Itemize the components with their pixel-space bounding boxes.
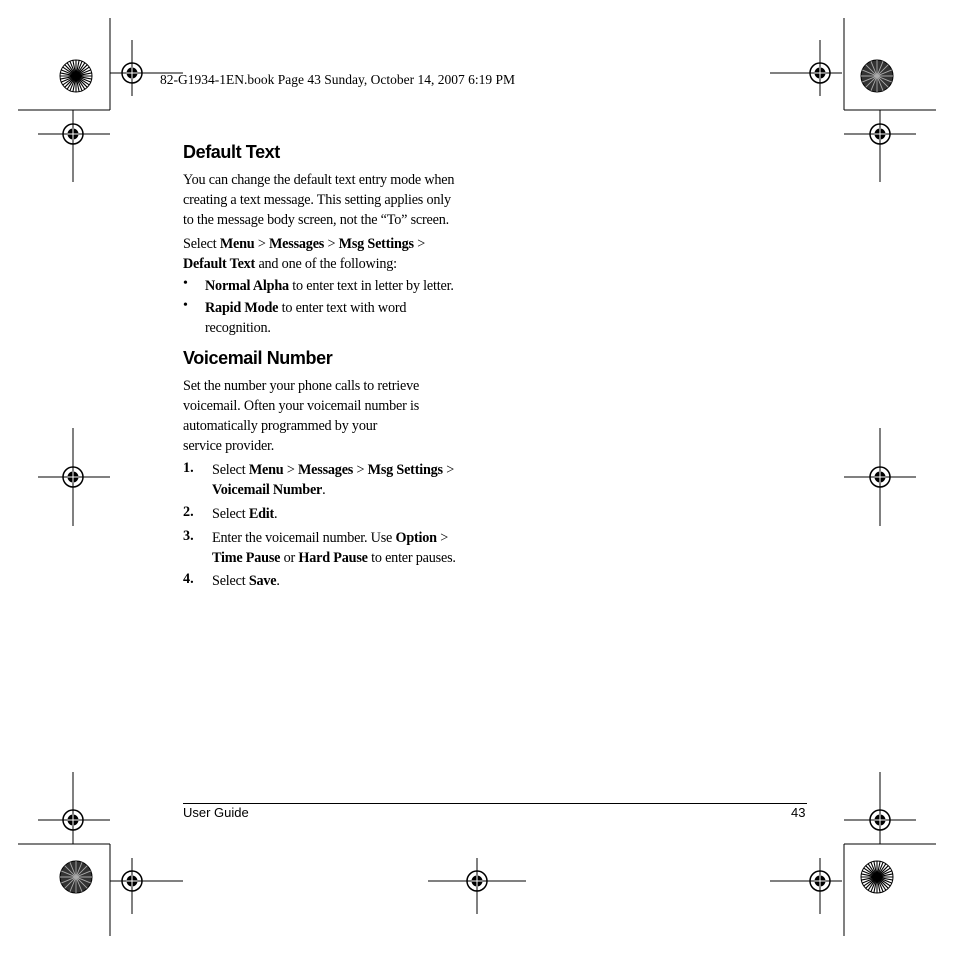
default-text-select-instruction [183,234,483,274]
step-number: 1. [183,460,194,476]
text-run: > [442,462,455,478]
hard-pause-label: Hard Pause [298,550,368,566]
print-header: 82-G1934-1EN.book Page 43 Sunday, October 14, 2007 6:19 PM [160,72,515,87]
text-run: and one of the following: [255,256,397,272]
rapid-mode-label: Rapid Mode [205,300,279,316]
text-run: Select [183,236,220,252]
text-run: Select [212,573,249,589]
page-number: 43 [791,805,806,820]
text-run: to enter pauses. [367,550,456,566]
text-run: > [436,530,449,546]
list-item [205,276,495,296]
section-heading-voicemail-number: Voicemail Number [183,348,333,368]
text-run: > [413,236,426,252]
text-run: recognition. [205,320,271,336]
intro-line: voicemail. Often your voicemail number is [183,398,420,414]
text-run: to enter text in letter by letter. [288,278,454,294]
text-run: Select [212,462,249,478]
default-text-label: Default Text [183,256,256,272]
section-heading-default-text: Default Text [183,142,280,162]
bullet: • [183,298,188,313]
normal-alpha-label: Normal Alpha [205,278,289,294]
text-run: > [353,462,368,478]
msg-settings-label: Msg Settings [338,236,414,252]
time-pause-label: Time Pause [212,550,281,566]
text-run: . [276,573,280,589]
step-item [212,571,492,591]
intro-line: to the message body screen, not the “To” screen. [183,212,449,228]
intro-line: automatically programmed by your [183,418,378,434]
step-item [212,504,492,524]
voicemail-intro [183,376,483,456]
voicemail-number-label: Voicemail Number [212,482,323,498]
edit-label: Edit [248,506,275,522]
text-run: > [254,236,269,252]
step-item [212,528,492,568]
option-label: Option [395,530,437,546]
messages-label: Messages [268,236,325,252]
intro-line: service provider. [183,438,275,454]
step-number: 4. [183,571,194,587]
text-run: . [322,482,326,498]
step-number: 2. [183,504,194,520]
text-run: > [283,462,298,478]
intro-line: You can change the default text entry mode when [183,172,455,188]
msg-settings-label: Msg Settings [367,462,443,478]
text-run: to enter text with word [278,300,407,316]
default-text-intro [183,170,483,230]
text-run: or [280,550,299,566]
intro-line: Set the number your phone calls to retrieve [183,378,420,394]
list-item [205,298,495,338]
messages-label: Messages [297,462,354,478]
step-number: 3. [183,528,194,544]
bullet: • [183,276,188,291]
step-item [212,460,492,500]
text-run: > [324,236,339,252]
menu-label: Menu [248,462,284,478]
save-label: Save [248,573,277,589]
intro-line: creating a text message. This setting applies only [183,192,451,208]
text-run: . [274,506,278,522]
footer-title: User Guide [183,805,249,820]
menu-label: Menu [219,236,255,252]
text-run: Select [212,506,249,522]
footer-rule [183,803,807,804]
text-run: Enter the voicemail number. Use [212,530,396,546]
